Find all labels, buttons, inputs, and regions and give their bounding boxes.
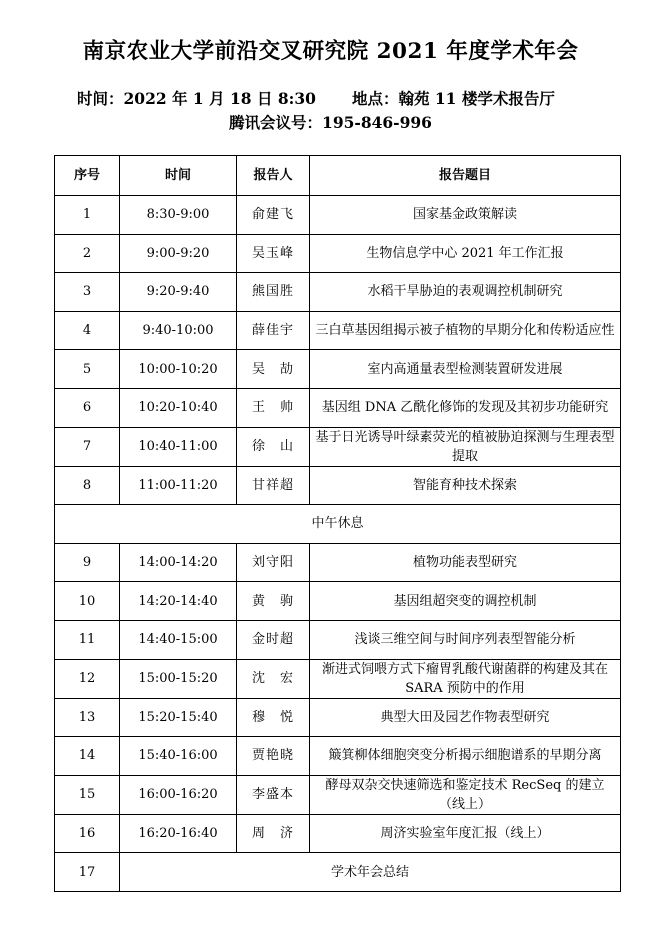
row-no: 11 — [55, 620, 120, 659]
page-title: 南京农业大学前沿交叉研究院 2021 年度学术年会 — [82, 39, 579, 64]
row-no: 13 — [55, 698, 120, 737]
table-row — [55, 234, 621, 273]
row-time: 9:00-9:20 — [120, 234, 237, 273]
row-no: 12 — [55, 659, 120, 698]
table-row — [55, 311, 621, 350]
row-time: 15:20-15:40 — [120, 698, 237, 737]
row-topic: 浅谈三维空间与时间序列表型智能分析 — [310, 620, 621, 659]
row-speaker: 吴玉峰 — [237, 234, 310, 273]
table-row — [55, 620, 621, 659]
header-speaker: 报告人 — [237, 156, 310, 196]
row-speaker: 贾艳晓 — [237, 737, 310, 776]
header-time: 时间 — [120, 156, 237, 196]
table-row — [55, 582, 621, 621]
table-row — [55, 737, 621, 776]
row-time: 10:00-10:20 — [120, 350, 237, 389]
header-topic: 报告题目 — [310, 156, 621, 196]
table-row — [55, 427, 621, 466]
summary-no: 17 — [55, 853, 120, 892]
lunch-break-row — [55, 505, 621, 544]
row-topic: 渐进式饲喂方式下瘤胃乳酸代谢菌群的构建及其在 SARA 预防中的作用 — [310, 659, 621, 698]
row-time: 16:00-16:20 — [120, 775, 237, 814]
table-row — [55, 698, 621, 737]
row-speaker: 甘祥超 — [237, 466, 310, 505]
row-topic: 三白草基因组揭示被子植物的早期分化和传粉适应性 — [310, 311, 621, 350]
summary-row — [55, 853, 621, 892]
row-topic: 基因组超突变的调控机制 — [310, 582, 621, 621]
row-no: 15 — [55, 775, 120, 814]
row-no: 9 — [55, 543, 120, 582]
table-row — [55, 350, 621, 389]
row-no: 10 — [55, 582, 120, 621]
row-topic: 典型大田及园艺作物表型研究 — [310, 698, 621, 737]
row-no: 16 — [55, 814, 120, 853]
lunch-break-label: 中午休息 — [55, 505, 621, 544]
row-topic: 簸箕柳体细胞突变分析揭示细胞谱系的早期分离 — [310, 737, 621, 776]
row-speaker: 王 帅 — [237, 388, 310, 427]
row-time: 15:00-15:20 — [120, 659, 237, 698]
row-topic: 室内高通量表型检测装置研发进展 — [310, 350, 621, 389]
row-speaker: 李盛本 — [237, 775, 310, 814]
row-topic: 周济实验室年度汇报（线上） — [310, 814, 621, 853]
table-header-row — [55, 156, 621, 196]
row-no: 2 — [55, 234, 120, 273]
row-time: 16:20-16:40 — [120, 814, 237, 853]
row-speaker: 周 济 — [237, 814, 310, 853]
row-time: 15:40-16:00 — [120, 737, 237, 776]
row-no: 14 — [55, 737, 120, 776]
row-topic: 国家基金政策解读 — [310, 196, 621, 235]
row-no: 4 — [55, 311, 120, 350]
row-no: 7 — [55, 427, 120, 466]
row-time: 14:20-14:40 — [120, 582, 237, 621]
row-no: 6 — [55, 388, 120, 427]
row-time: 9:40-10:00 — [120, 311, 237, 350]
row-time: 11:00-11:20 — [120, 466, 237, 505]
row-speaker: 薛佳宇 — [237, 311, 310, 350]
row-topic: 基于日光诱导叶绿素荧光的植被胁迫探测与生理表型提取 — [310, 427, 621, 466]
summary-label: 学术年会总结 — [120, 853, 621, 892]
row-speaker: 金时超 — [237, 620, 310, 659]
row-speaker: 熊国胜 — [237, 273, 310, 312]
schedule-body — [55, 196, 621, 892]
meeting-place: 地点：翰苑 11 楼学术报告厅 — [351, 89, 555, 108]
row-speaker: 穆 悦 — [237, 698, 310, 737]
table-row — [55, 659, 621, 698]
schedule-table — [54, 155, 621, 892]
table-row — [55, 388, 621, 427]
meeting-time: 时间：2022 年 1 月 18 日 8:30 — [77, 89, 316, 108]
table-row — [55, 196, 621, 235]
row-no: 8 — [55, 466, 120, 505]
row-speaker: 俞建飞 — [237, 196, 310, 235]
header-no: 序号 — [55, 156, 120, 196]
row-time: 9:20-9:40 — [120, 273, 237, 312]
row-time: 14:40-15:00 — [120, 620, 237, 659]
meeting-time-place — [77, 87, 555, 109]
row-topic: 生物信息学中心 2021 年工作汇报 — [310, 234, 621, 273]
row-topic: 基因组 DNA 乙酰化修饰的发现及其初步功能研究 — [310, 388, 621, 427]
table-row — [55, 775, 621, 814]
row-time: 14:00-14:20 — [120, 543, 237, 582]
table-row — [55, 273, 621, 312]
row-speaker: 吴 劼 — [237, 350, 310, 389]
row-time: 10:20-10:40 — [120, 388, 237, 427]
row-no: 5 — [55, 350, 120, 389]
row-topic: 植物功能表型研究 — [310, 543, 621, 582]
row-topic: 酵母双杂交快速筛选和鉴定技术 RecSeq 的建立（线上） — [310, 775, 621, 814]
row-no: 1 — [55, 196, 120, 235]
row-topic: 水稻干旱胁迫的表观调控机制研究 — [310, 273, 621, 312]
table-row — [55, 466, 621, 505]
row-time: 10:40-11:00 — [120, 427, 237, 466]
row-no: 3 — [55, 273, 120, 312]
table-row — [55, 543, 621, 582]
row-speaker: 黄 驹 — [237, 582, 310, 621]
row-topic: 智能育种技术探索 — [310, 466, 621, 505]
row-speaker: 徐 山 — [237, 427, 310, 466]
tencent-meeting-id: 腾讯会议号：195-846-996 — [229, 113, 432, 132]
row-speaker: 刘守阳 — [237, 543, 310, 582]
row-time: 8:30-9:00 — [120, 196, 237, 235]
table-row — [55, 814, 621, 853]
row-speaker: 沈 宏 — [237, 659, 310, 698]
